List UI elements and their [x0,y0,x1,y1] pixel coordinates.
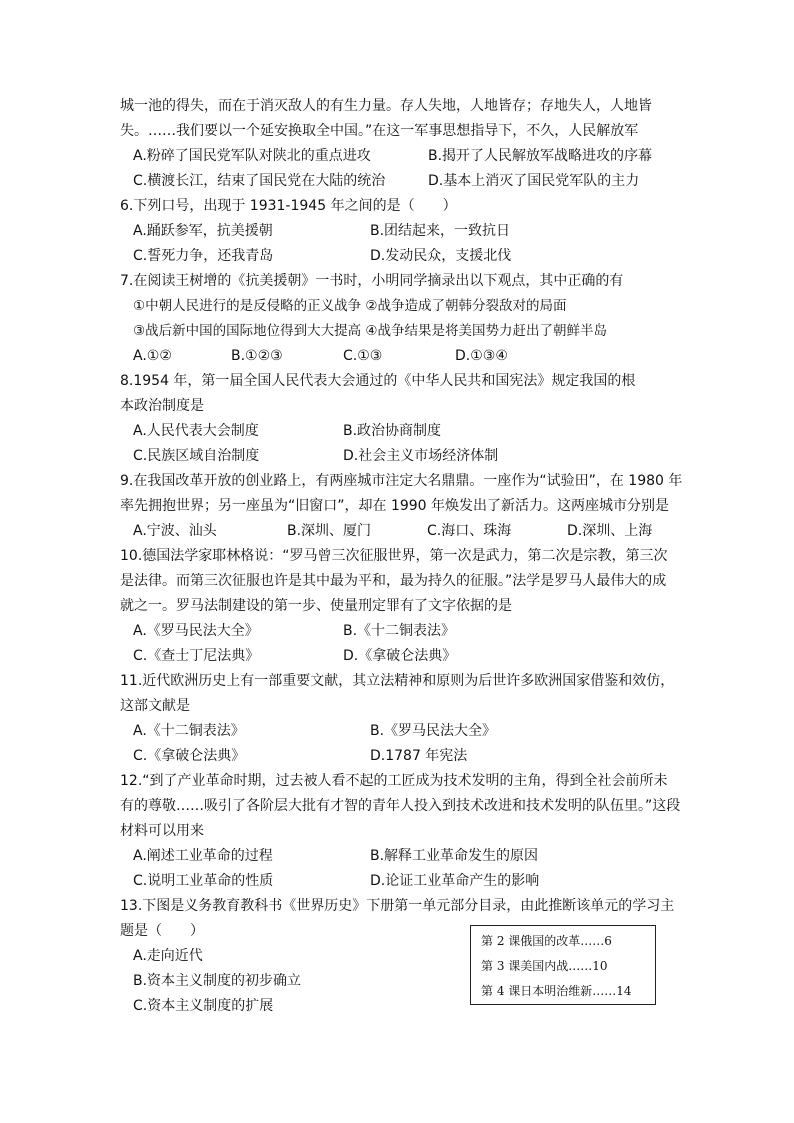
q6-option-a: A.踊跃参军，抗美援朝 [133,223,273,239]
q10-stem-line-2: 是法律。而第三次征服也许是其中最为平和，最为持久的征服。”法学是罗马人最伟大的成 [120,573,667,589]
q8-option-c: C.民族区域自治制度 [133,448,260,464]
q8-option-b: B.政治协商制度 [343,423,442,439]
q7-option-a: A.①② [133,348,172,364]
q13-option-c: C.资本主义制度的扩展 [133,998,274,1014]
q8-option-a: A.人民代表大会制度 [133,423,259,439]
q6-option-d: D.发动民众，支援北伐 [370,248,512,264]
q5-option-d: D.基本上消灭了国民党军队的主力 [428,173,640,189]
q5-option-c: C.横渡长江，结束了国民党在大陆的统治 [133,173,386,189]
q9-stem-line-2: 率先拥抱世界；另一座虽为“旧窗口”，却在 1990 年焕发出了新活力。这两座城市分别是 [120,498,670,514]
q7-stem: 7.在阅读王树增的《抗美援朝》一书时，小明同学摘录出以下观点，其中正确的有 [120,273,624,289]
q12-stem-line-3: 材料可以用来 [120,823,204,839]
q7-option-b: B.①②③ [231,348,283,364]
q12-option-d: D.论证工业革命产生的影响 [370,873,540,889]
q12-option-b: B.解释工业革命发生的原因 [370,848,539,864]
q10-option-a: A.《罗马民法大全》 [133,623,259,639]
q5-option-b: B.揭开了人民解放军战略进攻的序幕 [428,148,653,164]
q6-option-b: B.团结起来，一致抗日 [370,223,511,239]
q7-statement-2: ③战后新中国的国际地位得到大大提高 ④战争结果是将美国势力赶出了朝鲜半岛 [133,323,607,339]
intro-line-1: 城一池的得失，而在于消灭敌人的有生力量。存人失地，人地皆存；存地失人，人地皆 [120,98,652,114]
q6-option-c: C.誓死力争，还我青岛 [133,248,274,264]
q11-option-a: A.《十二铜表法》 [133,723,245,739]
q12-option-c: C.说明工业革命的性质 [133,873,274,889]
q7-option-c: C.①③ [343,348,383,364]
q6-stem: 6.下列口号，出现于 1931-1945 年之间的是（ ） [120,198,457,214]
q13-option-a: A.走向近代 [133,948,203,964]
q9-option-d: D.深圳、上海 [567,523,653,539]
q10-option-d: D.《拿破仑法典》 [343,648,457,664]
toc-entry-lesson-2: 第 2 课俄国的改革……6 [481,934,612,948]
q10-stem-line-3: 就之一。罗马法制建设的第一步、使量刑定罪有了文字依据的是 [120,598,512,614]
intro-line-2: 失。……我们要以一个延安换取全中国。”在这一军事思想指导下，不久，人民解放军 [120,123,639,139]
q13-option-b: B.资本主义制度的初步确立 [133,973,302,989]
toc-entry-lesson-4: 第 4 课日本明治维新……14 [481,984,632,998]
q11-stem-line-2: 这部文献是 [120,698,190,714]
q7-option-d: D.①③④ [455,348,508,364]
q8-stem-line-1: 8.1954 年，第一届全国人民代表大会通过的《中华人民共和国宪法》规定我国的根 [120,373,636,389]
q11-option-d: D.1787 年宪法 [370,748,468,764]
q8-stem-line-2: 本政治制度是 [120,398,204,414]
q5-option-a: A.粉碎了国民党军队对陕北的重点进攻 [133,148,371,164]
q10-option-b: B.《十二铜表法》 [343,623,456,639]
q13-stem-line-2: 题是（ ） [120,923,204,939]
q11-stem-line-1: 11.近代欧洲历史上有一部重要文献，其立法精神和原则为后世许多欧洲国家借鉴和效仿， [120,673,675,689]
toc-box [470,925,656,1005]
q11-option-c: C.《拿破仑法典》 [133,748,246,764]
q12-option-a: A.阐述工业革命的过程 [133,848,273,864]
q8-option-d: D.社会主义市场经济体制 [343,448,499,464]
q9-option-b: B.深圳、厦门 [287,523,372,539]
q10-stem-line-1: 10.德国法学家耶林格说：“罗马曾三次征服世界，第一次是武力，第二次是宗教，第三次 [120,548,668,564]
q9-option-c: C.海口、珠海 [427,523,512,539]
q12-stem-line-2: 有的尊敬……吸引了各阶层大批有才智的青年人投入到技术改进和技术发明的队伍里。”这段 [120,798,681,814]
q12-stem-line-1: 12.“到了产业革命时期，过去被人看不起的工匠成为技术发明的主角，得到全社会前所未 [120,773,668,789]
q9-option-a: A.宁波、汕头 [133,523,217,539]
toc-entry-lesson-3: 第 3 课美国内战……10 [481,959,608,973]
q13-stem-line-1: 13.下图是义务教育教科书《世界历史》下册第一单元部分目录，由此推断该单元的学习主 [120,898,675,914]
q7-statement-1: ①中朝人民进行的是反侵略的正义战争 ②战争造成了朝韩分裂敌对的局面 [133,298,567,314]
q10-option-c: C.《查士丁尼法典》 [133,648,260,664]
q9-stem-line-1: 9.在我国改革开放的创业路上，有两座城市注定大名鼎鼎。一座作为“试验田”，在 1980 年 [120,473,683,489]
q11-option-b: B.《罗马民法大全》 [370,723,497,739]
